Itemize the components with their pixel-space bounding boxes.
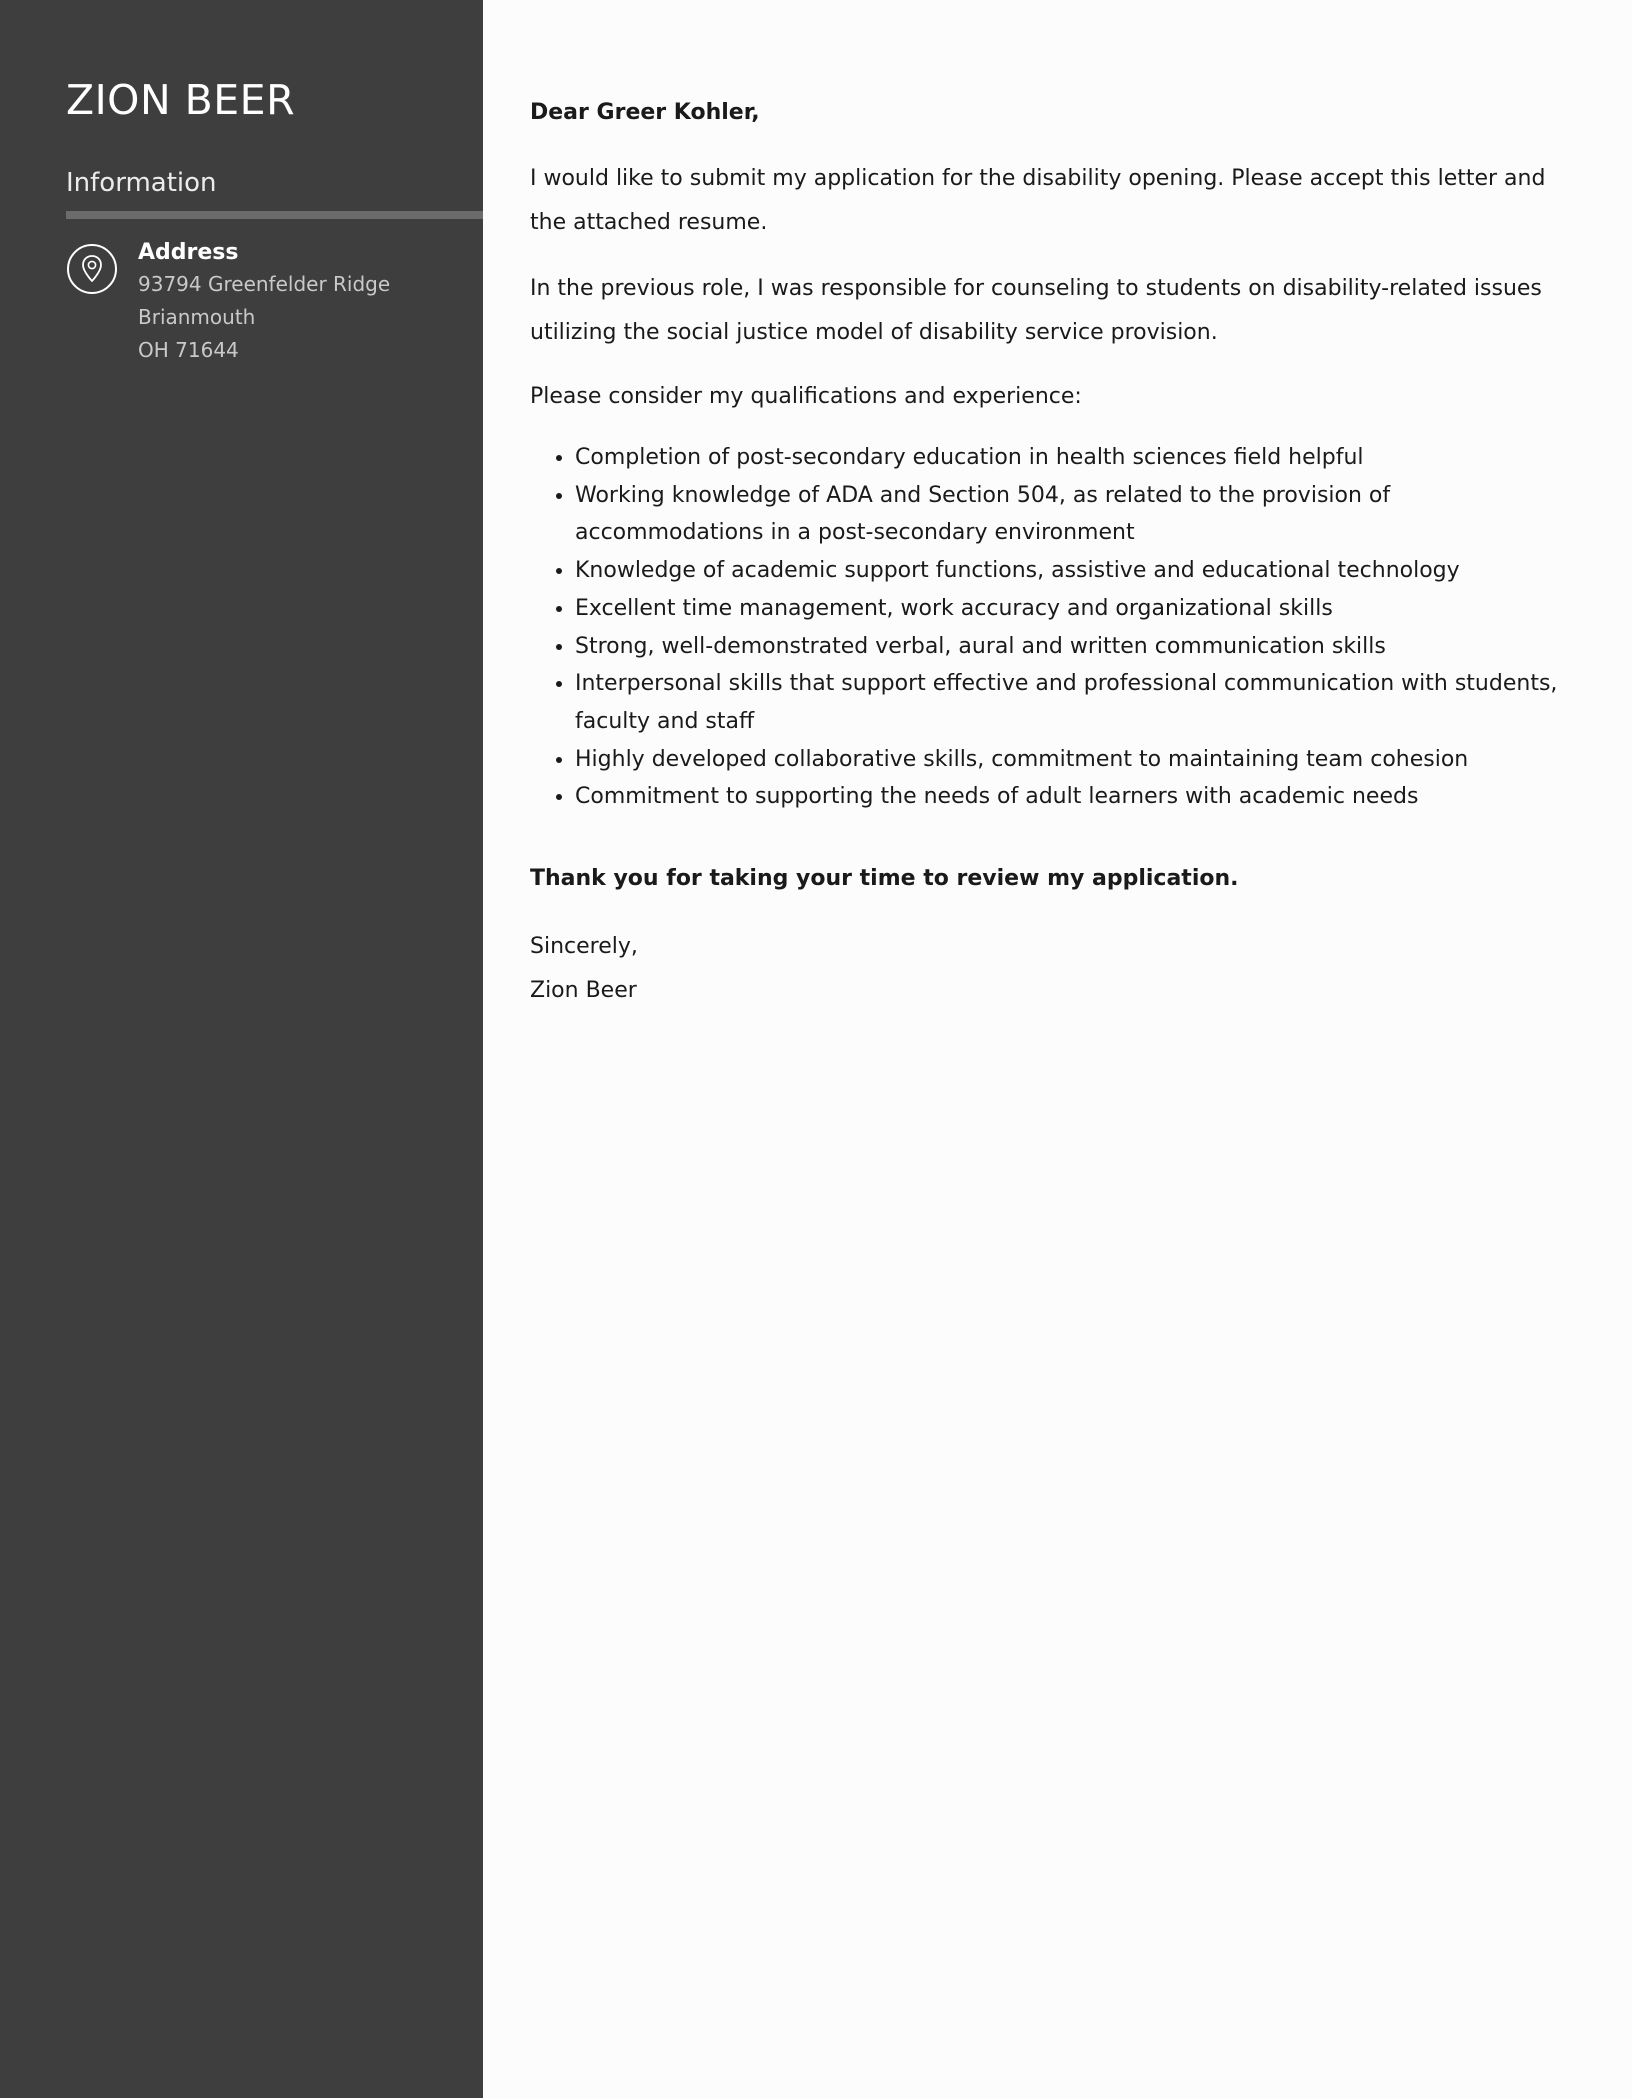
section-divider xyxy=(66,211,483,219)
letter-greeting: Dear Greer Kohler, xyxy=(530,100,760,125)
address-street: 93794 Greenfelder Ridge xyxy=(138,272,391,296)
qualifications-list xyxy=(530,439,1560,816)
letter-consider-paragraph: Please consider my qualifications and experience: xyxy=(530,384,1082,409)
applicant-name: ZION BEER xyxy=(66,76,296,124)
letter-signature: Zion Beer xyxy=(530,978,637,1004)
letter-thanks: Thank you for taking your time to review my application. xyxy=(530,866,1239,892)
qualification-item: • Knowledge of academic support functions, assistive and educational technology xyxy=(575,552,1560,590)
qualification-item: • Strong, well-demonstrated verbal, aural and written communication skills xyxy=(575,628,1560,666)
cover-letter-body xyxy=(530,93,1560,1013)
qualification-item: • Working knowledge of ADA and Section 504, as related to the provision of accommodations in a post-secondary environment xyxy=(575,477,1560,552)
qualification-item: • Interpersonal skills that support effective and professional communication with students, faculty and staff xyxy=(575,665,1560,740)
address-label: Address xyxy=(138,240,239,265)
qualification-item: • Commitment to supporting the needs of adult learners with academic needs xyxy=(575,778,1560,816)
qualification-item: • Excellent time management, work accuracy and organizational skills xyxy=(575,590,1560,628)
letter-previous-role-paragraph: In the previous role, I was responsible for counseling to students on disability-related issues utilizing the social justice model of disability service provision. xyxy=(530,276,1542,345)
address-text xyxy=(138,238,458,367)
letter-intro-paragraph: I would like to submit my application for the disability opening. Please accept this letter and the attached resume. xyxy=(530,166,1546,235)
qualification-item: • Completion of post-secondary education in health sciences field helpful xyxy=(575,439,1560,477)
qualification-item: • Highly developed collaborative skills, commitment to maintaining team cohesion xyxy=(575,741,1560,779)
letter-closing: Sincerely, xyxy=(530,934,638,960)
address-state-zip: OH 71644 xyxy=(138,338,239,362)
address-city: Brianmouth xyxy=(138,305,256,329)
map-pin-icon xyxy=(66,243,118,295)
sidebar xyxy=(0,0,483,2098)
information-heading: Information xyxy=(66,168,217,198)
